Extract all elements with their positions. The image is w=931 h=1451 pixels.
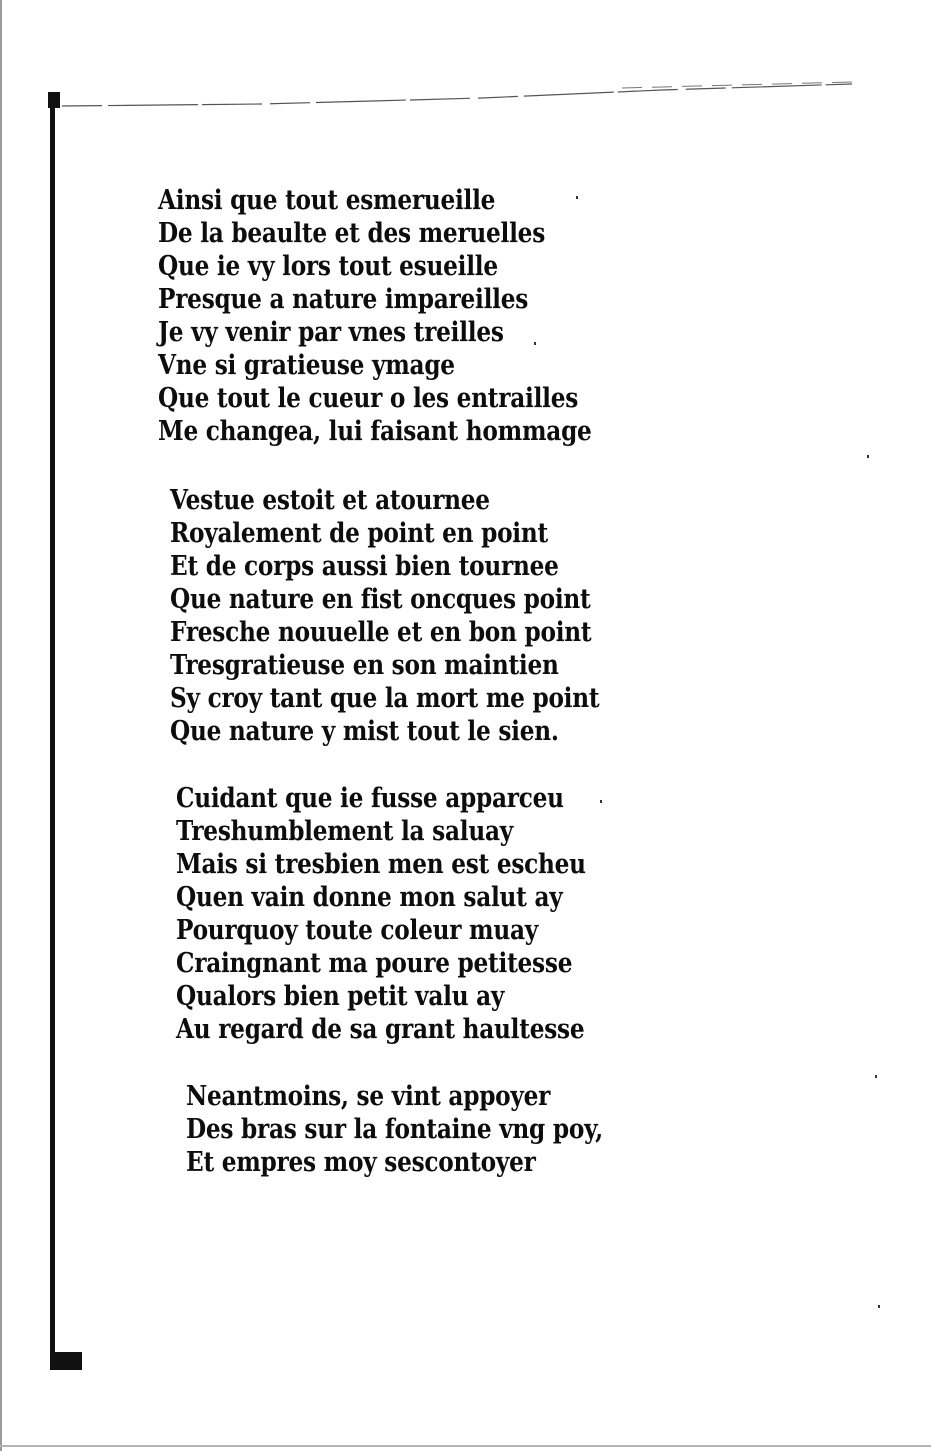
verse-line: Au regard de sa grant haultesse [176, 1014, 585, 1045]
verse-line: Pourquoy toute coleur muay [176, 915, 539, 946]
verse-line: Cuidant que ie fusse apparceu [176, 783, 564, 814]
binding-edge [50, 96, 55, 1366]
stanza [158, 184, 662, 448]
print-speck [878, 1305, 880, 1308]
top-ruled-line [62, 80, 852, 110]
verse-line: Vne si gratieuse ymage [158, 350, 455, 381]
verse-line: Et de corps aussi bien tournee [170, 551, 559, 582]
print-speck [867, 455, 869, 458]
stanza [176, 782, 653, 1046]
verse-line: Que nature en fist oncques point [170, 584, 591, 615]
verse-line: Vestue estoit et atournee [170, 485, 490, 516]
verse-line: Craingnant ma poure petitesse [176, 948, 573, 979]
verse-line: Ainsi que tout esmerueille [158, 185, 496, 216]
verse-line: Presque a nature impareilles [158, 284, 529, 315]
stanza [186, 1080, 671, 1179]
binding-edge-bottom-mark [50, 1352, 82, 1370]
verse-line: Sy croy tant que la mort me point [170, 683, 600, 714]
verse-line: Mais si tresbien men est escheu [176, 849, 586, 880]
print-speck [875, 1075, 877, 1078]
verse-line: Des bras sur la fontaine vng poy, [186, 1114, 603, 1145]
verse-line: Me changea, lui faisant hommage [158, 416, 592, 447]
scan-frame-left-edge [0, 0, 2, 1451]
stanza [170, 484, 669, 748]
verse-line: Fresche nouuelle et en bon point [170, 617, 592, 648]
verse-line: Et empres moy sescontoyer [186, 1147, 536, 1178]
verse-line: Que ie vy lors tout esueille [158, 251, 498, 282]
scan-frame-bottom-edge [0, 1445, 931, 1447]
verse-line: Neantmoins, se vint appoyer [186, 1081, 551, 1112]
verse-line: Je vy venir par vnes treilles [158, 317, 504, 348]
verse-line: Quen vain donne mon salut ay [176, 882, 563, 913]
verse-line: Tresgratieuse en son maintien [170, 650, 559, 681]
verse-line: Treshumblement la saluay [176, 816, 513, 847]
verse-line: Que nature y mist tout le sien. [170, 716, 559, 747]
verse-line: Qualors bien petit valu ay [176, 981, 505, 1012]
verse-line: De la beaulte et des meruelles [158, 218, 546, 249]
verse-line: Que tout le cueur o les entrailles [158, 383, 579, 414]
verse-line: Royalement de point en point [170, 518, 548, 549]
